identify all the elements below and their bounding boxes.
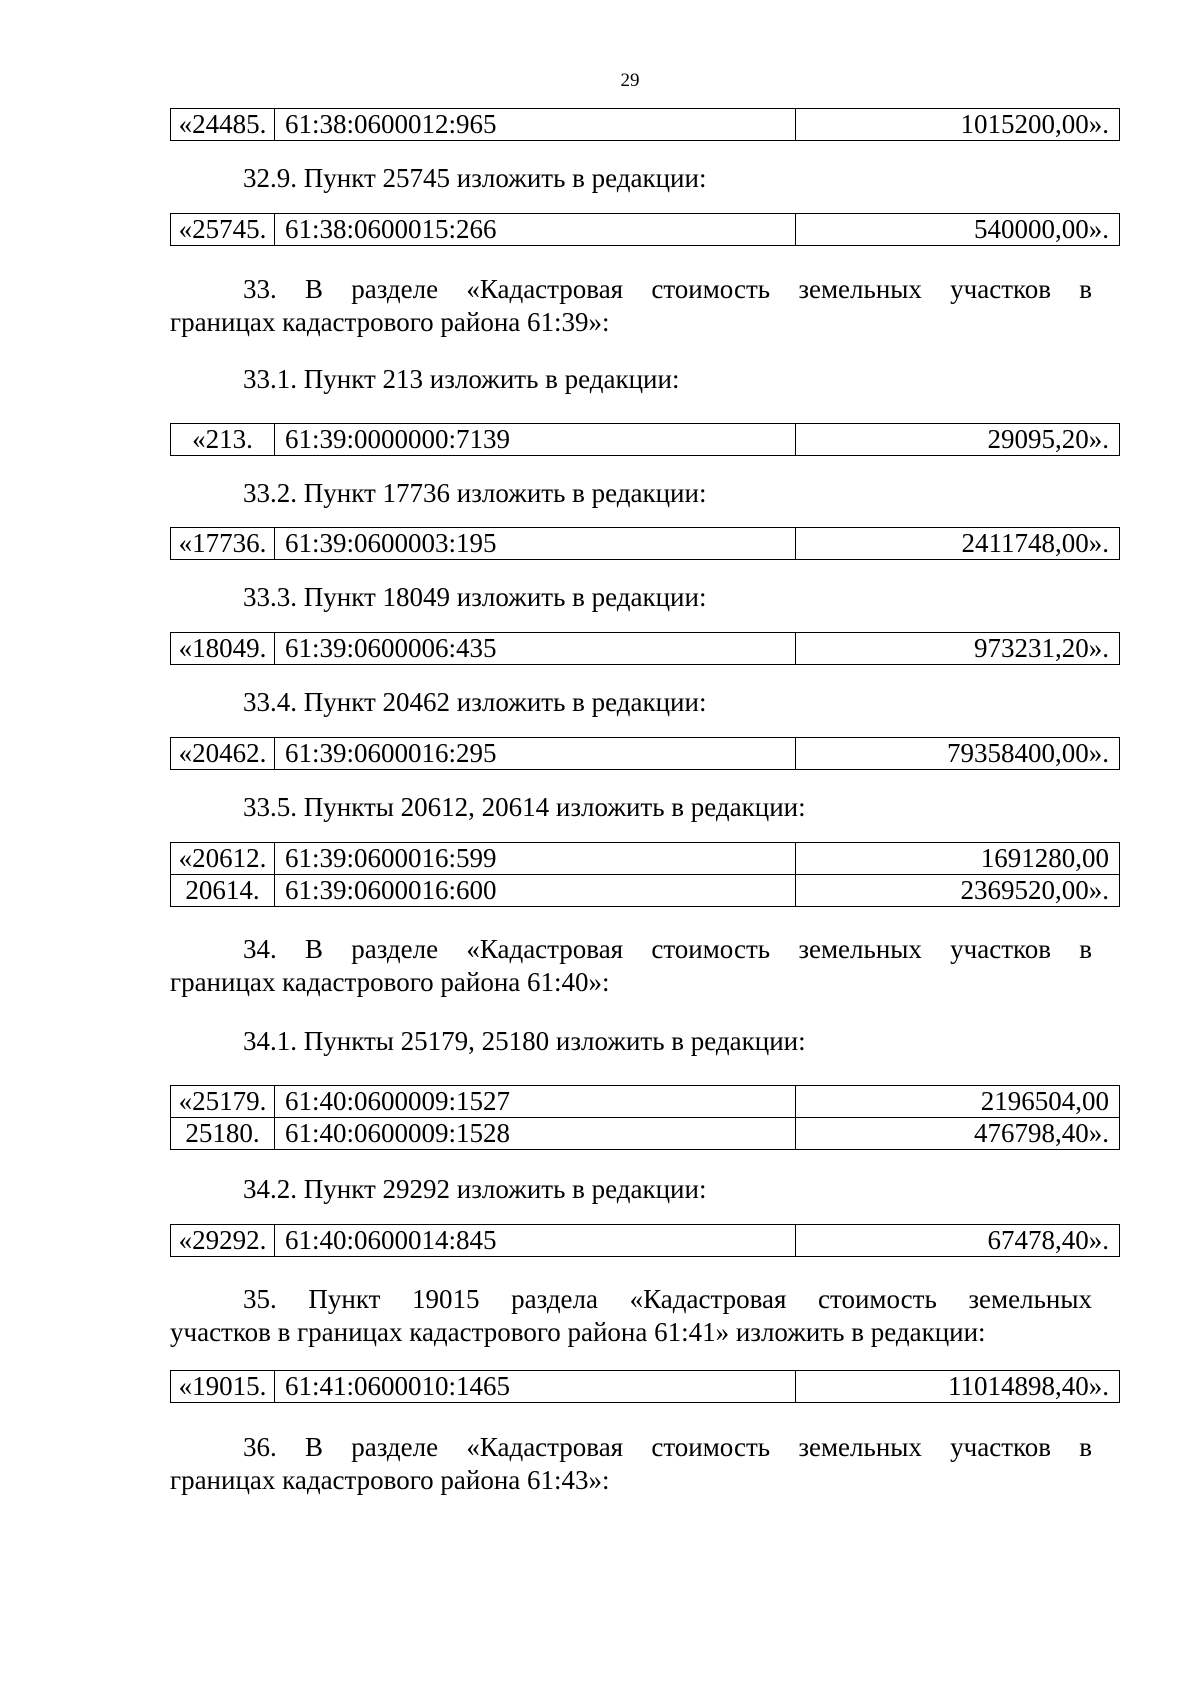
paragraph-block [170,933,1120,999]
paragraph [170,933,1092,999]
table-row [171,633,1120,665]
cadastral-number-cell: 61:40:0600009:1527 [275,1086,796,1118]
table-row [171,1086,1120,1118]
record-table-block [170,1370,1120,1403]
paragraph-line: границах кадастрового района 61:40»: [170,967,610,997]
record-table [170,527,1120,560]
paragraph-block [170,791,1120,824]
paragraph-line: 36. В разделе «Кадастровая стоимость земельных участков в [243,1432,1092,1462]
table-row [171,875,1120,907]
paragraph-block [170,162,1120,195]
record-table [170,1085,1120,1150]
record-table-block [170,842,1120,907]
cadastral-number-cell: 61:39:0600016:600 [275,875,796,907]
cadastral-value-cell: 79358400,00». [796,738,1120,770]
paragraph: 33.1. Пункт 213 изложить в редакции: [243,364,680,394]
item-number-cell: «24485. [171,109,275,141]
paragraph: 33.5. Пункты 20612, 20614 изложить в редакции: [243,792,806,822]
item-number-cell: «19015. [171,1371,275,1403]
item-number-cell: «25745. [171,214,275,246]
paragraph: 33.4. Пункт 20462 изложить в редакции: [243,687,707,717]
paragraph-block [170,1025,1120,1058]
cadastral-number-cell: 61:39:0600016:599 [275,843,796,875]
paragraph-line: участков в границах кадастрового района 61:41» изложить в редакции: [170,1317,986,1347]
cadastral-value-cell: 29095,20». [796,424,1120,456]
cadastral-value-cell: 540000,00». [796,214,1120,246]
item-number-cell: «25179. [171,1086,275,1118]
cadastral-value-cell: 11014898,40». [796,1371,1120,1403]
item-number-cell: «29292. [171,1225,275,1257]
record-table-block [170,632,1120,665]
record-table-block [170,1224,1120,1257]
table-row [171,528,1120,560]
table-row [171,738,1120,770]
paragraph-block [170,363,1120,396]
item-number-cell: «17736. [171,528,275,560]
table-row [171,1225,1120,1257]
page-number: 29 [620,70,640,91]
paragraph-block [170,1431,1120,1497]
paragraph-line: границах кадастрового района 61:43»: [170,1465,610,1495]
record-table [170,842,1120,907]
table-row [171,843,1120,875]
paragraph: 34.2. Пункт 29292 изложить в редакции: [243,1174,707,1204]
table-row [171,1118,1120,1150]
table-row [171,1371,1120,1403]
paragraph-block [170,477,1120,510]
cadastral-number-cell: 61:40:0600009:1528 [275,1118,796,1150]
paragraph: 32.9. Пункт 25745 изложить в редакции: [243,163,707,193]
cadastral-number-cell: 61:40:0600014:845 [275,1225,796,1257]
record-table-block [170,527,1120,560]
paragraph-block [170,686,1120,719]
record-table [170,423,1120,456]
cadastral-number-cell: 61:39:0600016:295 [275,738,796,770]
paragraph-line: границах кадастрового района 61:39»: [170,307,610,337]
paragraph-block [170,1283,1120,1349]
table-row [171,424,1120,456]
paragraph-line: 35. Пункт 19015 раздела «Кадастровая стоимость земельных [243,1284,1092,1314]
paragraph-line: 34. В разделе «Кадастровая стоимость земельных участков в [243,934,1092,964]
item-number-cell: «20462. [171,738,275,770]
paragraph [170,273,1092,339]
paragraph: 34.1. Пункты 25179, 25180 изложить в редакции: [243,1026,806,1056]
paragraph [170,1283,1092,1349]
paragraph: 33.3. Пункт 18049 изложить в редакции: [243,582,707,612]
item-number-cell: «20612. [171,843,275,875]
record-table-block [170,737,1120,770]
cadastral-value-cell: 1015200,00». [796,109,1120,141]
cadastral-number-cell: 61:41:0600010:1465 [275,1371,796,1403]
cadastral-value-cell: 2369520,00». [796,875,1120,907]
cadastral-value-cell: 1691280,00 [796,843,1120,875]
table-row [171,214,1120,246]
item-number-cell: 25180. [171,1118,275,1150]
item-number-cell: «18049. [171,633,275,665]
paragraph [170,1431,1092,1497]
record-table-block [170,423,1120,456]
cadastral-number-cell: 61:39:0600003:195 [275,528,796,560]
record-table [170,1224,1120,1257]
cadastral-number-cell: 61:39:0000000:7139 [275,424,796,456]
item-number-cell: «213. [171,424,275,456]
item-number-cell: 20614. [171,875,275,907]
paragraph: 33.2. Пункт 17736 изложить в редакции: [243,478,707,508]
record-table-block [170,108,1120,141]
cadastral-value-cell: 973231,20». [796,633,1120,665]
cadastral-value-cell: 2411748,00». [796,528,1120,560]
record-table [170,632,1120,665]
table-row [171,109,1120,141]
record-table [170,737,1120,770]
record-table [170,1370,1120,1403]
record-table [170,213,1120,246]
cadastral-value-cell: 67478,40». [796,1225,1120,1257]
cadastral-number-cell: 61:38:0600015:266 [275,214,796,246]
paragraph-block [170,1173,1120,1206]
paragraph-block [170,273,1120,339]
paragraph-block [170,581,1120,614]
record-table-block [170,213,1120,246]
record-table-block [170,1085,1120,1150]
cadastral-value-cell: 2196504,00 [796,1086,1120,1118]
cadastral-number-cell: 61:39:0600006:435 [275,633,796,665]
paragraph-line: 33. В разделе «Кадастровая стоимость земельных участков в [243,274,1092,304]
record-table [170,108,1120,141]
cadastral-value-cell: 476798,40». [796,1118,1120,1150]
cadastral-number-cell: 61:38:0600012:965 [275,109,796,141]
